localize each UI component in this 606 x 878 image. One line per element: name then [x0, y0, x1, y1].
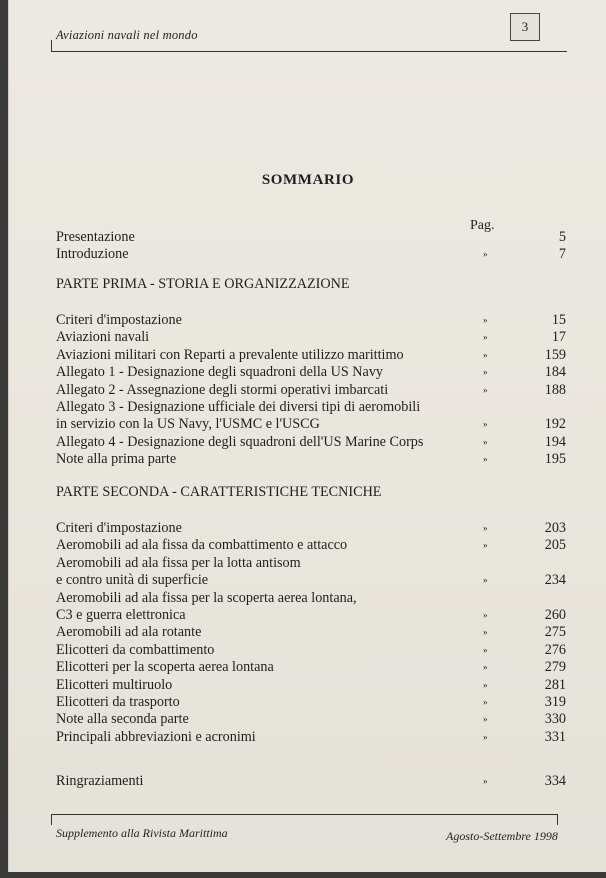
toc-entry-title: Introduzione — [56, 246, 129, 263]
toc-ditto-mark: » — [483, 662, 488, 673]
toc-entry — [56, 449, 566, 469]
toc-entry-title: Aeromobili ad ala rotante — [56, 624, 202, 641]
toc-entry-page: 5 — [558, 229, 566, 245]
toc-entry-title: in servizio con la US Navy, l'USMC e l'USCG — [56, 416, 320, 433]
toc-entry-title: Allegato 1 - Designazione degli squadroni della US Navy — [56, 364, 384, 381]
toc-ditto-mark: » — [483, 610, 488, 620]
toc-entry-page: 192 — [544, 416, 566, 433]
toc-entry-page: 188 — [544, 381, 566, 398]
page-number-box: 3 — [510, 13, 540, 41]
footer-rule — [51, 814, 557, 815]
toc-ditto-mark: » — [483, 349, 488, 360]
toc-entry-title: Allegato 4 - Designazione degli squadroni dell'US Marine Corps — [56, 433, 424, 450]
toc-entry-title: Elicotteri da combattimento — [56, 641, 215, 658]
toc-entry-title: Aviazioni militari con Reparti a prevalente utilizzo marittimo — [56, 346, 404, 363]
toc-entry-title: C3 e guerra elettronica — [56, 607, 186, 623]
toc-entry-title: Aviazioni navali — [56, 329, 150, 346]
toc-entry-title: Criteri d'impostazione — [56, 312, 182, 328]
toc-entry-title: Allegato 3 - Designazione ufficiale dei diversi tipi di aeromobili — [56, 399, 421, 415]
toc-ditto-mark: » — [483, 697, 488, 707]
toc-entry-title: Presentazione — [56, 229, 135, 245]
toc-ditto-mark: » — [483, 523, 488, 533]
header-rule-tick — [51, 40, 52, 51]
toc-entry-page: 205 — [544, 537, 566, 554]
toc-ditto-mark: » — [483, 644, 488, 655]
toc-entry-page: 194 — [544, 433, 566, 450]
toc-entry-page: 7 — [558, 246, 566, 263]
toc-entry-page: 319 — [544, 694, 566, 710]
toc-ditto-mark: » — [483, 367, 488, 378]
toc-entry-page: 184 — [544, 364, 566, 381]
toc-entry-page: 330 — [544, 711, 566, 728]
toc-entry-title: Principali abbreviazioni e acronimi — [56, 728, 256, 745]
toc-ditto-mark: » — [483, 714, 488, 725]
toc-section-title: PARTE SECONDA - CARATTERISTICHE TECNICHE — [56, 484, 382, 500]
toc-entry-title: Note alla prima parte — [56, 451, 177, 468]
toc-entry-page: 331 — [544, 728, 566, 745]
toc-entry-title: Elicotteri per la scoperta aerea lontana — [56, 659, 274, 676]
toc-ditto-mark: » — [483, 776, 488, 786]
toc-entry-page: 203 — [544, 520, 566, 536]
toc-entry-title: Aeromobili ad ala fissa per la scoperta aerea lontana, — [56, 589, 357, 606]
toc-entry-page: 159 — [544, 346, 566, 363]
toc-ditto-mark: » — [483, 436, 488, 447]
toc-ditto-mark: » — [483, 679, 488, 690]
toc-ditto-mark: » — [483, 332, 488, 343]
toc-entry-page: 15 — [551, 312, 566, 328]
toc-entry — [56, 771, 566, 791]
toc-entry-page: 17 — [551, 329, 566, 346]
toc-ditto-mark: » — [483, 540, 488, 551]
toc-entry-page: 234 — [544, 572, 566, 589]
toc-entry-page: 334 — [544, 773, 566, 789]
toc-ditto-mark: » — [483, 731, 488, 742]
toc-entry — [56, 727, 566, 747]
page-column-label: Pag. — [470, 218, 495, 233]
toc-ditto-mark: » — [483, 419, 488, 430]
toc-ditto-mark: » — [483, 454, 488, 465]
toc-entry-title: Note alla seconda parte — [56, 711, 189, 728]
toc-entry-title: Criteri d'impostazione — [56, 520, 182, 536]
toc-entry-title: e contro unità di superficie — [56, 572, 209, 589]
toc-entry-page: 260 — [544, 607, 566, 623]
toc-entry-title: Aeromobili ad ala fissa per la lotta antisom — [56, 554, 301, 571]
toc-entry-page: 281 — [544, 676, 566, 693]
toc-ditto-mark: » — [483, 249, 488, 260]
toc-entry-title: Elicotteri multiruolo — [56, 676, 173, 693]
toc-entry-title: Allegato 2 - Assegnazione degli stormi operativi imbarcati — [56, 381, 389, 398]
document-page — [8, 0, 606, 872]
toc-entry — [56, 244, 566, 264]
toc-entry-title: Ringraziamenti — [56, 773, 144, 789]
toc-entry-page: 276 — [544, 641, 566, 658]
toc-ditto-mark: » — [483, 627, 488, 638]
toc-entry-title: Aeromobili ad ala fissa da combattimento e attacco — [56, 537, 348, 554]
toc-entry-page: 195 — [544, 451, 566, 468]
toc-ditto-mark: » — [483, 315, 488, 325]
toc-entry-page: 279 — [544, 659, 566, 676]
footer-publication: Supplemento alla Rivista Marittima — [56, 826, 228, 840]
toc-entry-page: 275 — [544, 624, 566, 641]
footer-date: Agosto-Settembre 1998 — [446, 829, 558, 843]
toc-section-title: PARTE PRIMA - STORIA E ORGANIZZAZIONE — [56, 276, 350, 292]
toc-ditto-mark: » — [483, 575, 488, 586]
toc-ditto-mark: » — [483, 384, 488, 395]
contents-heading: SOMMARIO — [261, 172, 355, 188]
header-rule — [51, 51, 567, 52]
footer-rule-tick-right — [557, 814, 558, 825]
footer-rule-tick-left — [51, 814, 52, 825]
toc-entry-title: Elicotteri da trasporto — [56, 694, 180, 710]
running-header-title: Aviazioni navali nel mondo — [56, 28, 198, 42]
